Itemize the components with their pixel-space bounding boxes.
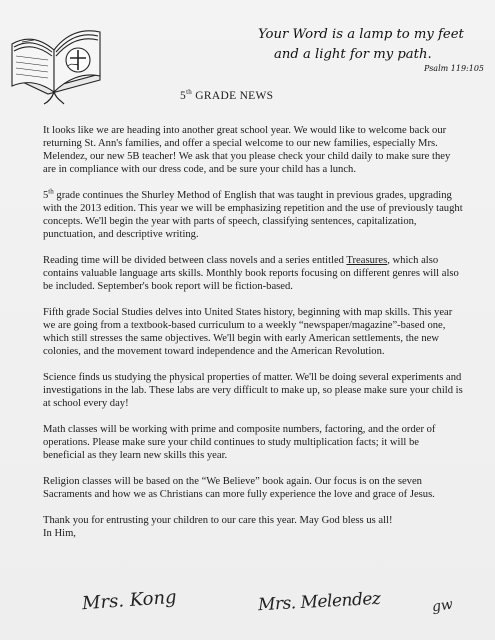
english-grade-suffix: th (48, 187, 54, 196)
paragraph-social-studies: Fifth grade Social Studies delves into United States history, beginning with map skills. This year we are going from a textbook-based curriculum to a weekly “newspaper/magazine”-based one, which still stresses the same objectives. We'll begin with early American settlements, the new colonies, and the movement toward independence and the American Revolution. (43, 307, 453, 357)
signature-melendez: Mrs. Melendez (257, 588, 381, 616)
reading-series-title: Treasures (346, 255, 388, 266)
closing-thanks: Thank you for entrusting your children to our care this year. May God bless us all! (43, 515, 393, 526)
closing-in-him: In Him, (43, 528, 76, 539)
signature-kong: Mrs. Kong (81, 586, 178, 615)
paragraph-welcome: It looks like we are heading into another great school year. We would like to welcome back our returning St. Ann's families, and offer a special welcome to our new families, especially Mrs. Melendez, our new 5B teacher! We ask that you please check your child daily to make sure they are in compliance with our dress code, and be sure your child has a lunch. (43, 125, 451, 175)
bible-verse-quote (258, 25, 490, 75)
paragraph-english (43, 189, 463, 241)
reading-text-after: , which also contains valuable language arts skills. Monthly book reports focusing on different genres will also be included. September's book report will be fiction-based. (43, 255, 459, 292)
paragraph-reading (43, 254, 463, 293)
page-title (180, 90, 273, 102)
paragraph-math: Math classes will be working with prime and composite numbers, factoring, and the order of operations. Please make sure your child continues to study multiplication facts; it will be beneficial as they learn new skills this year. (43, 424, 436, 461)
title-suffix: th (186, 88, 193, 97)
verse-line-1: Your Word is a lamp to my feet (258, 27, 464, 42)
title-number: 5 (180, 90, 187, 102)
reading-text-before: Reading time will be divided between class novels and a series entitled (43, 255, 347, 266)
newsletter-body (43, 124, 463, 540)
verse-line-2: and a light for my path. (274, 47, 432, 62)
paragraph-science: Science finds us studying the physical properties of matter. We'll be doing several experiments and investigations in the lab. These labs are very difficult to make up, so please make sure your child is at school every day! (43, 372, 463, 409)
title-text: GRADE NEWS (192, 90, 274, 102)
signature-initials: gw (430, 596, 454, 616)
english-grade-number: 5 (43, 190, 49, 201)
english-text: grade continues the Shurley Method of English that was taught in previous grades, upgrading with the 2013 edition. This year we will be emphasizing repetition and the use of previously taught concepts. We'll begin the year with parts of speech, classifying sentences, capitalization, punctuation, and descriptive writing. (43, 190, 463, 240)
paragraph-religion: Religion classes will be based on the “We Believe” book again. Our focus is on the seven Sacraments and how we as Christians can more fully experience the love and grace of Jesus. (43, 476, 435, 500)
verse-reference: Psalm 119:105 (424, 64, 484, 73)
open-bible-icon (8, 20, 104, 106)
